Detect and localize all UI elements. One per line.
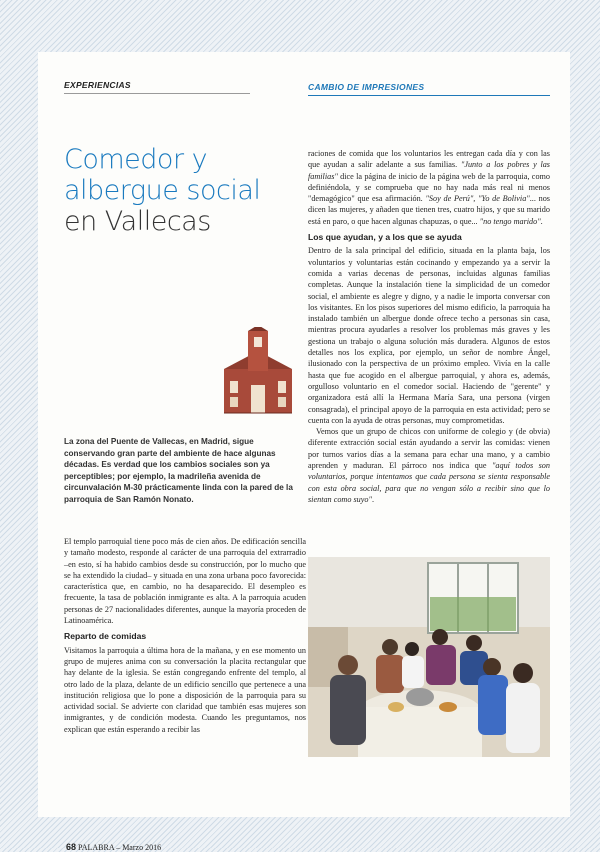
- quote: "Junto a los pobres y las familias": [308, 160, 550, 181]
- title-line-1: Comedor y: [64, 144, 208, 175]
- section-label-experiencias: EXPERIENCIAS: [64, 80, 250, 94]
- page-footer: [66, 842, 161, 852]
- paragraph: [308, 426, 550, 505]
- section-label-cambio: CAMBIO DE IMPRESIONES: [308, 82, 550, 96]
- text-run: dice la página de inicio de la página web de la parroquia, como definiéndola, y se comprueba que no hay nada más real ni menos "demagógico" que esa afirmación.: [308, 171, 550, 204]
- text-run: ... nos dicen las mujeres, y añaden que tienen tres, cuatro hijos, y que su marido está en paro, o que hacen algunas chapuzas, o que...: [308, 194, 550, 226]
- publication-name: PALABRA: [78, 843, 115, 852]
- article-title: [64, 144, 284, 237]
- magazine-page: [38, 52, 570, 852]
- title-line-3: en Vallecas: [64, 206, 211, 237]
- page-number: 68: [66, 842, 77, 852]
- paragraph: Dentro de la sala principal del edificio, situada en la planta baja, los voluntarios y voluntarias están cocinando y empezando ya a servir la comida a varias decenas de personas, incluidas algunas familias completas. Aunque la instalación tiene la simplicidad de un comedor social, el ambiente es alegre y digno, y a nadie le importa conversar con los visitantes. En los pisos superiores del mismo edificio, la parroquia ha instalado también un albergue donde ofrece techo a personas sin casa, mientras procura ayudarles a resolver los problemas más graves y les gestiona un trabajo o alguna solución más duradera. Algunos de estos detalles nos los explica, por ejemplo, un señor de nombre Ángel, ilusionado con la perspectiva de un próximo empleo. Vivía en la calle hasta que fue acogido en el albergue parroquial, y ahora es, además, orgulloso voluntario en el comedor social. Haciendo de "gerente" y organizadora está allí la Hermana María Sara, una persona (virgen consagrada), el principal apoyo de la parroquia en esta actividad; pero se cuenta con la ayuda de otras personas, muy comprometidas.: [308, 246, 550, 425]
- article-lead: La zona del Puente de Vallecas, en Madrid, sigue conservando gran parte del ambiente de hace algunas décadas. Es verdad que los cambios sociales son ya perceptibles; por ejemplo, la madrileña avenida de circunvalación M-30 prácticamente linda con la pared de la parroquia de San Ramón Nonato.: [64, 437, 293, 504]
- paragraph: Visitamos la parroquia a última hora de la mañana, y en ese momento un grupo de mujeres anima con su conversación la placita rectangular que hay delante de la iglesia. Se están congregando enfrente del templo, al otro lado de la plaza, delante de un edificio sencillo que pertenece a una institución religiosa que lo pone a disposición de la parroquia para su actividad social. Se advierte con claridad que también esas mujeres son inmigrantes, y de condición modesta. Cuando les preguntamos, nos explican que están esperando a recibir las: [64, 645, 306, 734]
- title-line-2: albergue social: [64, 175, 261, 206]
- right-column: [308, 148, 550, 505]
- subheading-reparto: Reparto de comidas: [64, 631, 147, 642]
- quote: "aquí todos son voluntarios, porque intentamos que cada persona se sienta responsable con esta obra social, para que no vengan sólo a recibir sino que lo sientan como suyo": [308, 461, 550, 504]
- text-run: Vemos que un grupo de chicos con uniforme de colegio y (de obvia) diferente extracción social están ayudando a servir las comidas: vienen por turnos varios días a la semana para echar una mano, y a cambio aprenden y maduran. El párroco nos indica que: [308, 427, 550, 471]
- paragraph: El templo parroquial tiene poco más de cien años. De edificación sencilla y tamaño modesto, responde al carácter de una parroquia del extrarradio –en esto, sí ha habido cambios desde su construcción, por lo mucho que se ha extendido la ciudad– y situada en una zona urbana poco favorecida: característica que, en cambio, no ha desaparecido. El desempleo es frecuente, la tasa de población inmigrante es alta. A la parroquia acuden personas de 27 nacionalidades diferentes, aunque la mayoría proceden de Latinoamérica.: [64, 537, 306, 626]
- text-run: .: [371, 494, 374, 504]
- text-run: .: [540, 216, 543, 226]
- subheading-ayudan: Los que ayudan, y a los que se ayuda: [308, 232, 462, 243]
- paragraph: [308, 148, 550, 227]
- church-illustration: [218, 327, 298, 417]
- quote: "no tengo marido": [479, 216, 541, 226]
- quote: "Soy de Perú", "Yo de Bolivia": [425, 194, 530, 204]
- text-run: raciones de comida que los voluntarios les entregan cada día y con las que ayudan a salir adelante a sus familias.: [308, 149, 550, 170]
- volunteers-photo: [308, 557, 550, 757]
- issue-date: – Marzo 2016: [116, 843, 162, 852]
- left-column: [64, 536, 306, 735]
